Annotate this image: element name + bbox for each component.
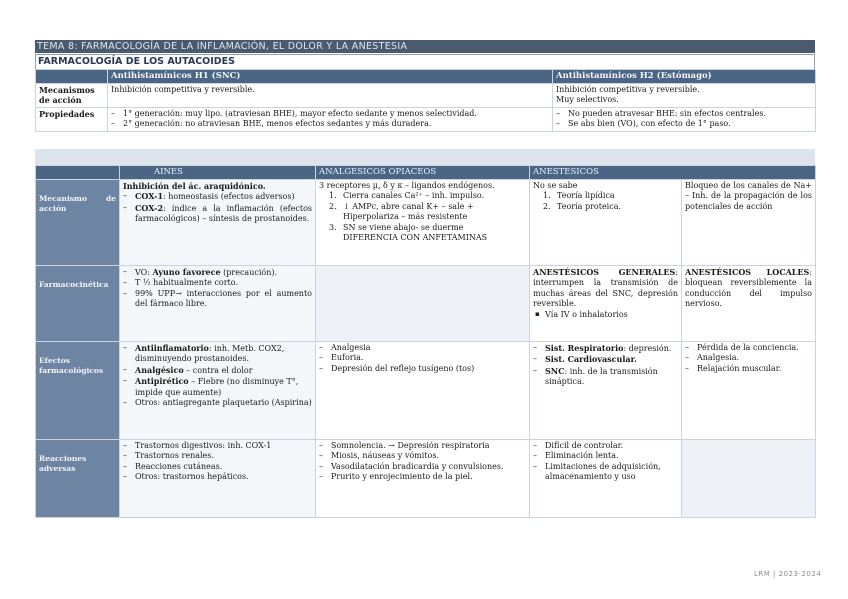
generales-text xyxy=(533,267,678,310)
opiaceos-diferencia: DIFERENCIA CON ANFETAMINAS xyxy=(343,233,488,242)
efecto-text: : inh. Metb. COX2, disminuyendo prostanoides. xyxy=(135,344,285,364)
list-item xyxy=(123,376,312,398)
efecto-text: – Fiebre (no disminuye T°, impide que aumente) xyxy=(135,377,299,397)
cell-aines-mecanismo xyxy=(120,180,316,266)
header-h1: Antihistamínicos H1 (SNC) xyxy=(108,70,553,84)
efecto-bold: SNC xyxy=(545,365,565,376)
list-item: – Otros: trastornos hepáticos. xyxy=(123,472,312,482)
list-item: – Trastornos renales. xyxy=(123,451,312,461)
row-label-propiedades: Propiedades xyxy=(36,107,108,131)
list-item: – Euforia. xyxy=(319,353,526,363)
list-item: – Somnolencia. → Depresión respiratoria xyxy=(319,441,526,451)
list-item: – Limitaciones de adquisición, almacenamiento y uso xyxy=(533,462,678,483)
cox2-term: COX-2 xyxy=(135,202,164,213)
locales-desc: : bloquean reversiblemente la conducción del impulso nervioso. xyxy=(685,268,812,309)
list-item: – Depresión del reflejo tusígeno (tos) xyxy=(319,364,526,374)
cell-opiaceos-mecanismo xyxy=(316,180,530,266)
table-row xyxy=(36,440,816,518)
header-h2: Antihistamínicos H2 (Estómago) xyxy=(553,70,816,84)
list-item: 1. Teoría lipídica xyxy=(543,191,678,201)
list-item xyxy=(123,203,312,225)
list-item: ▪ Vía IV o inhalatorios xyxy=(533,310,678,320)
opiaceos-intro: 3 receptores μ, δ y κ – ligandos endógenos. xyxy=(319,181,495,191)
list-item: – Analgesia. xyxy=(685,353,812,363)
list-item: – Se abs bien (VO), con efecto de 1° paso. xyxy=(556,119,812,129)
list-item xyxy=(123,267,312,278)
efecto-text: : depresión. xyxy=(623,344,672,354)
aines-mecanismo-title: Inhibición del ác. araquidónico. xyxy=(123,181,266,192)
efecto-bold: Sist. Respiratorio xyxy=(545,343,624,354)
footer-text: LRM | 2023-2024 xyxy=(754,570,822,578)
section-title: FARMACOLOGÍA DE LOS AUTACOIDES xyxy=(35,54,815,69)
header-anestesicos: ANESTESICOS xyxy=(530,166,816,180)
list-item: – 1° generación: muy lipo. (atraviesan BHE), mayor efecto sedante y menos selectividad. xyxy=(111,109,549,119)
generales-title: ANESTÉSICOS GENERALES xyxy=(533,267,676,278)
cell-anestesicos-generales-reacciones xyxy=(530,440,682,518)
table-row xyxy=(36,107,816,131)
efecto-bold: Sist. Cardiovascular. xyxy=(545,354,637,365)
topic-title: TEMA 8: FARMACOLOGÍA DE LA INFLAMACIÓN, EL DOLOR Y LA ANESTESIA xyxy=(35,40,815,53)
cell-opiaceos-reacciones xyxy=(316,440,530,518)
cox1-term: COX-1 xyxy=(135,191,164,202)
cell-h1-propiedades xyxy=(108,107,553,131)
list-item: – Relajación muscular. xyxy=(685,364,812,374)
efecto-bold: Antiinflamatorio xyxy=(135,343,209,354)
cell-h2-mecanismos xyxy=(553,84,816,108)
table-row xyxy=(36,84,816,108)
generales-desc: : interrumpen la transmisión de muchas áreas del SNC, depresión reversible. xyxy=(533,268,678,309)
row-label-efectos: Efectos farmacológicos xyxy=(36,342,120,440)
antihistamines-table xyxy=(35,69,816,132)
list-item: – Difícil de controlar. xyxy=(533,441,678,451)
list-item: – Prurito y enrojecimiento de la piel. xyxy=(319,472,526,482)
efecto-text: : inh. de la transmisión sináptica. xyxy=(545,366,658,387)
list-item: – Analgesia xyxy=(319,343,526,353)
table-header-row xyxy=(36,166,816,180)
cox1-text: : homeostasis (efectos adversos) xyxy=(163,192,295,202)
cell-aines-reacciones xyxy=(120,440,316,518)
list-item: – 2° generación: no atraviesan BHE, menos efectos sedantes y más duradera. xyxy=(111,119,549,129)
list-item xyxy=(533,366,678,388)
cell-anestesicos-locales-mecanismo: Bloqueo de los canales de Na+ – Inh. de la propagación de los potenciales de acción xyxy=(682,180,816,266)
row-label-mecanismo: Mecanismo de acción xyxy=(36,180,120,266)
table-header-row xyxy=(36,70,816,84)
cell-h2-propiedades xyxy=(553,107,816,131)
row-label-mecanismos: Mecanismos de acción xyxy=(36,84,108,108)
list-item: – Trastornos digestivos: inh. COX-1 xyxy=(123,441,312,451)
cell-anestesicos-generales-efectos xyxy=(530,342,682,440)
cell-h1-mecanismos: Inhibición competitiva y reversible. xyxy=(108,84,553,108)
vo-post: (precaución). xyxy=(220,268,278,278)
cell-opiaceos-farmacocinetica xyxy=(316,266,530,342)
list-item: – 99% UPP→ interacciones por el aumento del fármaco libre. xyxy=(123,289,312,310)
cell-anestesicos-generales-farmacocinetica xyxy=(530,266,682,342)
efecto-bold: Antipirético xyxy=(135,376,189,387)
table-row xyxy=(36,342,816,440)
table-row xyxy=(36,266,816,342)
table-row xyxy=(36,180,816,266)
row-label-reacciones: Reacciones adversas xyxy=(36,440,120,518)
vo-bold: Ayuno favorece xyxy=(152,267,221,278)
anestesicos-intro: No se sabe xyxy=(533,181,578,191)
list-item: – T ½ habitualmente corto. xyxy=(123,278,312,288)
list-item xyxy=(123,191,312,202)
row-label-farmacocinetica: Farmacocinética xyxy=(36,266,120,342)
list-item: – Reacciones cutáneas. xyxy=(123,462,312,472)
header-opiaceos: ANALGESICOS OPIACEOS xyxy=(316,166,530,180)
vo-pre: VO: xyxy=(135,268,153,278)
list-item: 2. Teoría proteica. xyxy=(543,202,678,212)
cell-opiaceos-efectos xyxy=(316,342,530,440)
list-item xyxy=(533,354,678,365)
list-item: – Miosis, náuseas y vómitos. xyxy=(319,451,526,461)
locales-title: ANESTÉSICOS LOCALES xyxy=(685,267,810,278)
list-item: 1. Cierra canales Ca²⁺ – inh. impulso. xyxy=(329,191,526,201)
drugs-table xyxy=(35,165,816,518)
cell-anestesicos-locales-reacciones xyxy=(682,440,816,518)
header-aines: AINES xyxy=(120,166,316,180)
list-item: – Otros: antiagregante plaquetario (Aspirina) xyxy=(123,398,312,408)
list-item xyxy=(123,343,312,365)
header-empty-cell xyxy=(36,166,120,180)
cell-anestesicos-locales-efectos xyxy=(682,342,816,440)
list-item: 3. SN se viene abajo- se duerme xyxy=(329,223,526,233)
section-separator xyxy=(35,149,815,165)
h2-mecanismo-line: Muy selectivos. xyxy=(556,95,619,105)
list-item xyxy=(533,343,678,354)
cell-aines-efectos xyxy=(120,342,316,440)
efecto-bold: Analgésico xyxy=(135,364,184,375)
h2-mecanismo-line: Inhibición competitiva y reversible. xyxy=(556,85,700,95)
cell-anestesicos-generales-mecanismo xyxy=(530,180,682,266)
cox2-text: : índice a la inflamación (efectos farmacológicos) – síntesis de prostanoides. xyxy=(135,203,312,224)
header-empty-cell xyxy=(36,70,108,84)
cell-anestesicos-locales-farmacocinetica xyxy=(682,266,816,342)
cell-aines-farmacocinetica xyxy=(120,266,316,342)
efecto-text: – contra el dolor xyxy=(183,365,253,375)
list-item: – Eliminación lenta. xyxy=(533,451,678,461)
list-item: 2. ↓ AMPc, abre canal K+ – sale + Hiperpolariza – más resistente xyxy=(329,202,526,223)
list-item: – No pueden atravesar BHE: sin efectos centrales. xyxy=(556,109,812,119)
list-item: – Pérdida de la conciencia. xyxy=(685,343,812,353)
list-item xyxy=(123,365,312,376)
list-item: – Vasodilatación bradicardia y convulsiones. xyxy=(319,462,526,472)
